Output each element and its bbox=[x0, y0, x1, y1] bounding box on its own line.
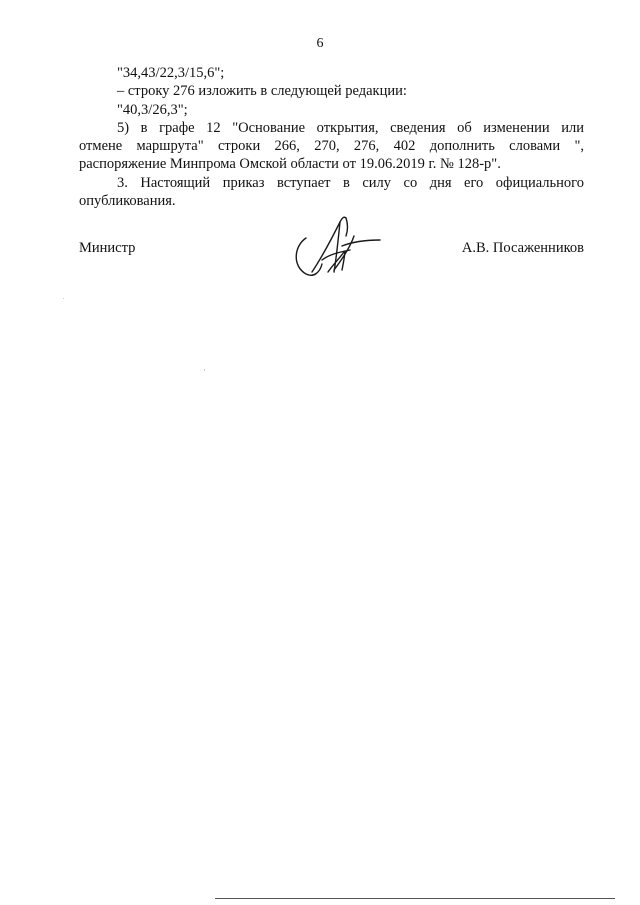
paragraph-item-5 bbox=[79, 119, 584, 174]
signatory-title: Министр bbox=[79, 240, 136, 256]
signatory-name: А.В. Посаженников bbox=[461, 240, 584, 256]
paragraph-item-5-line-3: распоряжение Минпрома Омской области от 19.06.2019 г. № 128-р". bbox=[79, 156, 501, 173]
paragraph-item-3-line-2: опубликования. bbox=[79, 193, 176, 210]
scan-edge-line bbox=[215, 898, 615, 899]
document-body bbox=[79, 64, 584, 210]
page-number: 6 bbox=[316, 36, 324, 51]
paragraph-row-276: – строку 276 изложить в следующей редакции: bbox=[117, 83, 407, 100]
paragraph-item-5-line-2: отмене маршрута" строки 266, 270, 276, 402 дополнить словами ", bbox=[79, 138, 584, 155]
handwritten-signature bbox=[284, 208, 384, 288]
scan-speck bbox=[63, 298, 64, 299]
scan-speck bbox=[204, 369, 205, 371]
paragraph-item-3-line-1: 3. Настоящий приказ вступает в силу со дня его официального bbox=[117, 174, 584, 191]
paragraph-item-3 bbox=[79, 174, 584, 211]
paragraph-value-1: "34,43/22,3/15,6"; bbox=[117, 65, 225, 81]
paragraph-value-2: "40,3/26,3"; bbox=[117, 101, 188, 118]
paragraph-item-5-line-1: 5) в графе 12 "Основание открытия, сведения об изменении или bbox=[117, 119, 584, 136]
